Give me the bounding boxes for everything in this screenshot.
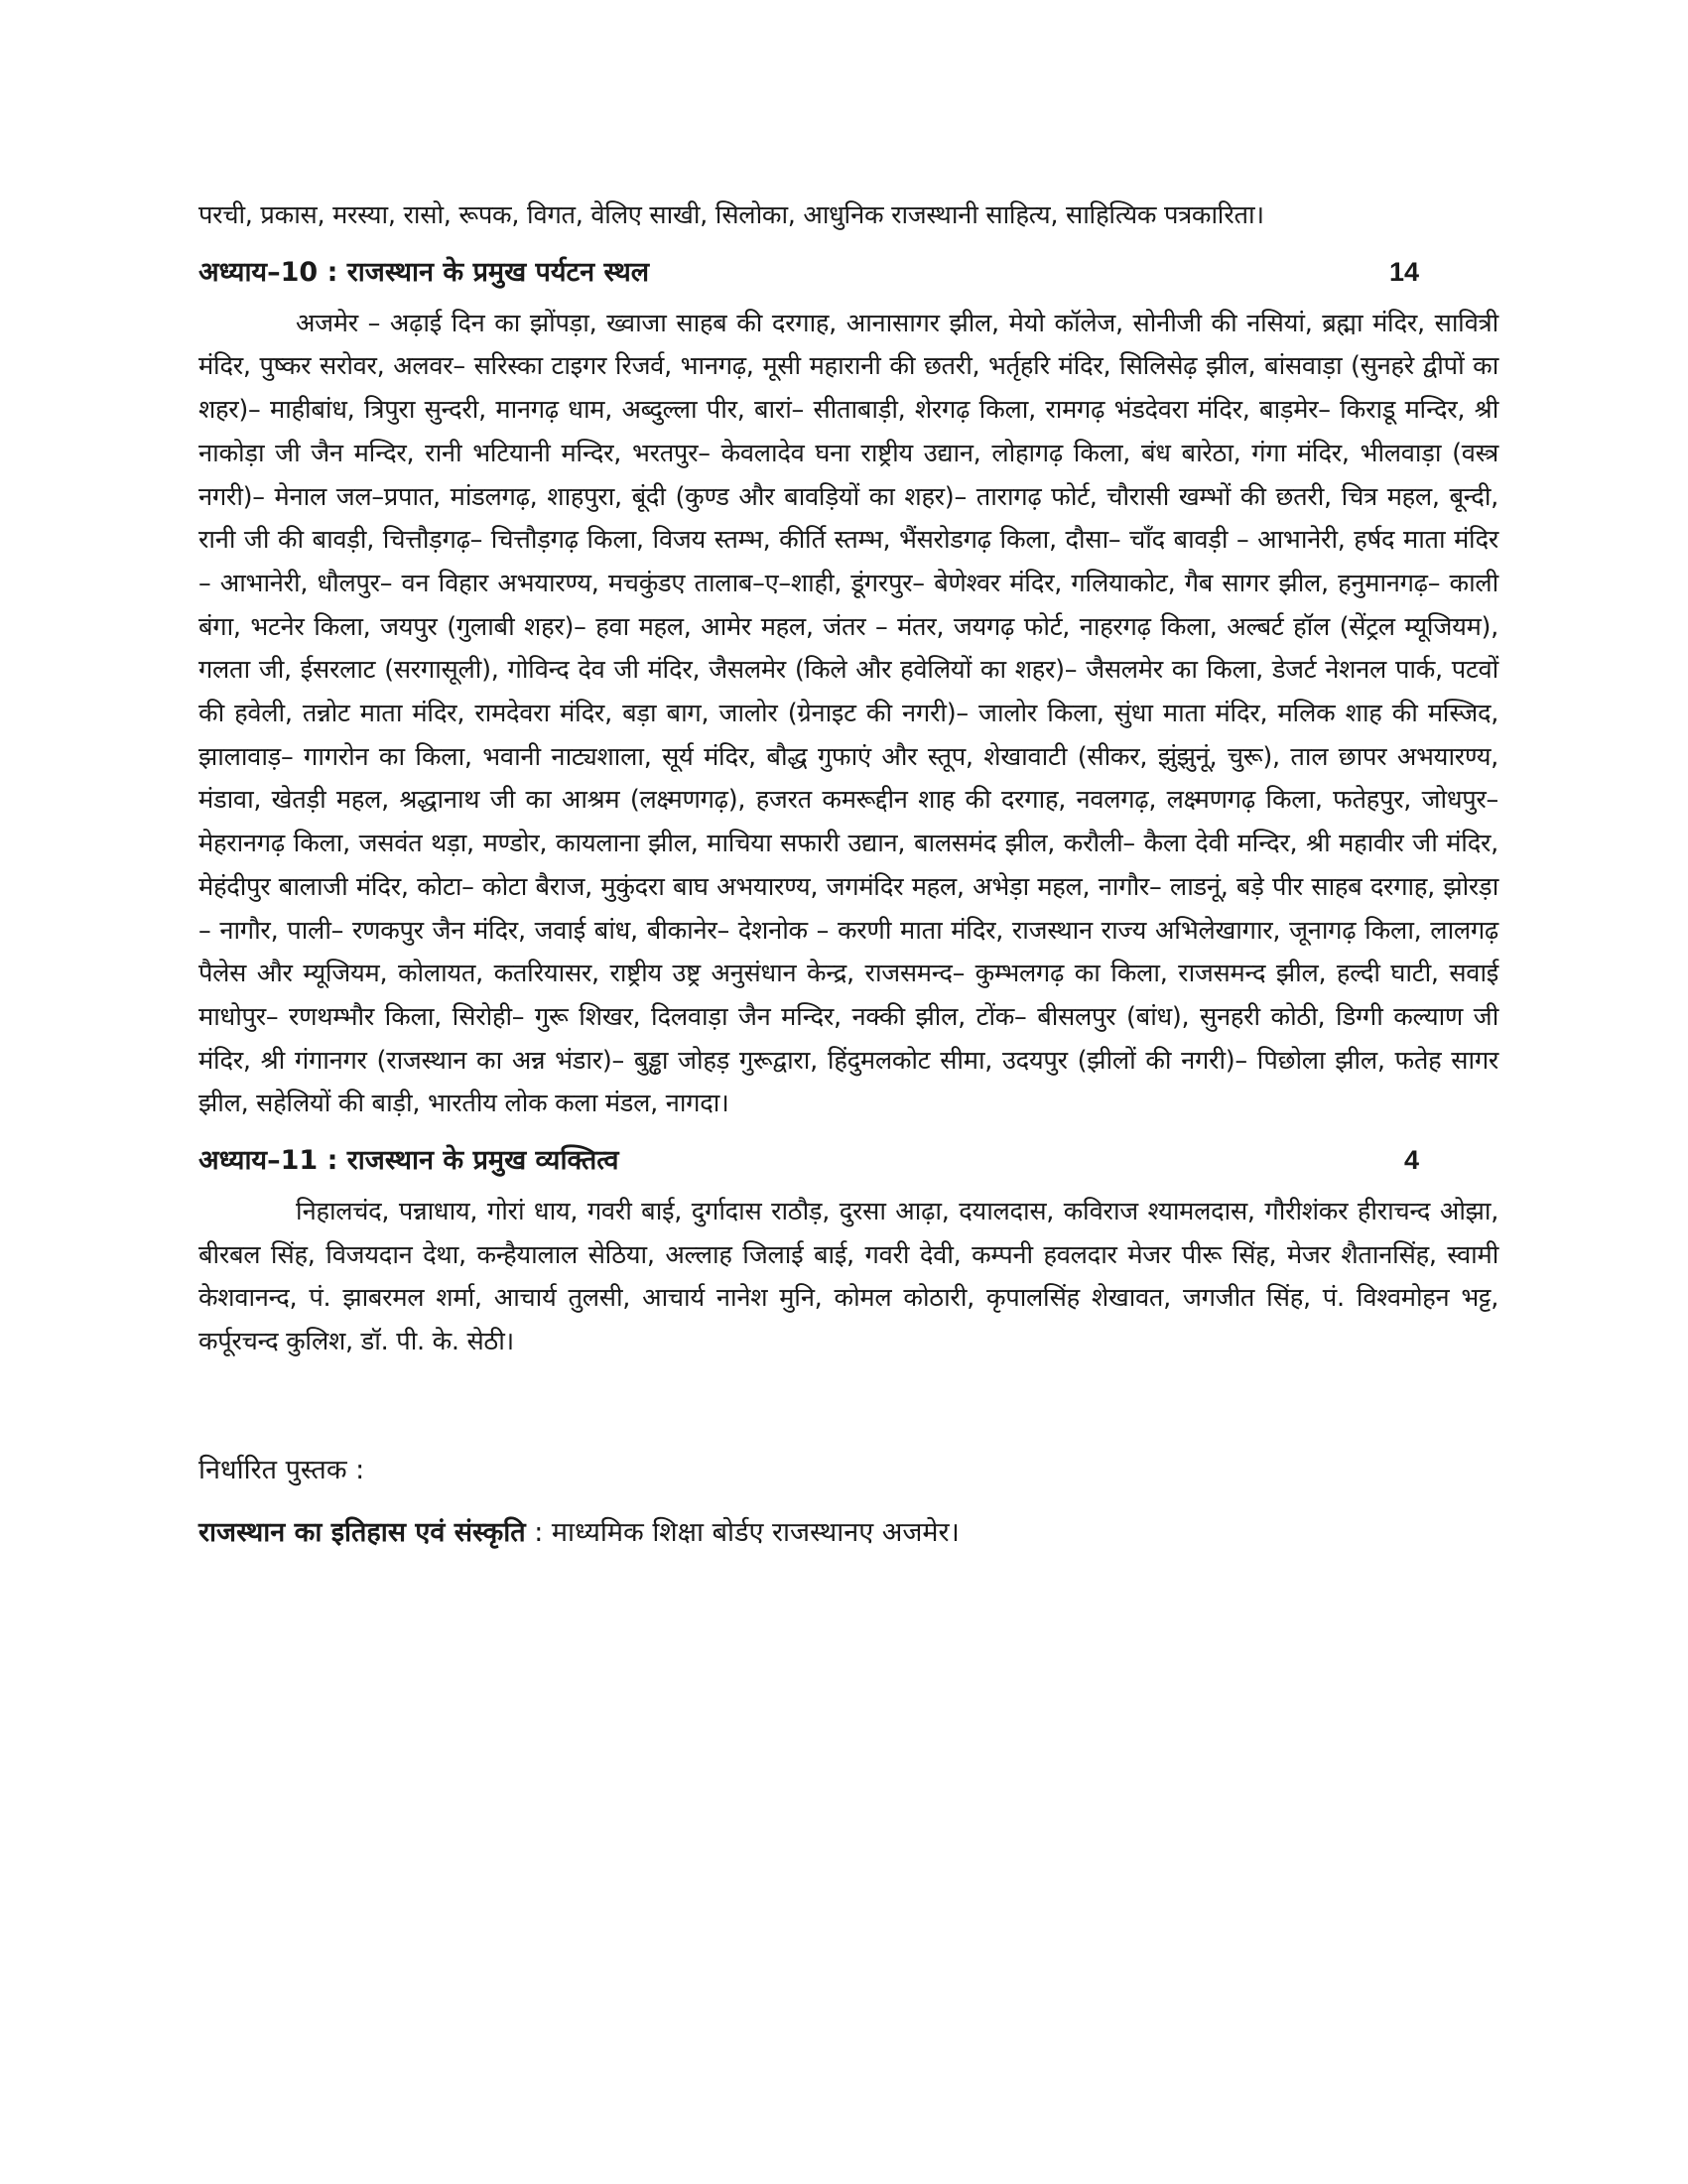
intro-paragraph: परची, प्रकास, मरस्या, रासो, रूपक, विगत, वेलिए साखी, सिलोका, आधुनिक राजस्थानी साहित्य, साहित्यिक पत्रकारिता। <box>198 200 1264 230</box>
chapter-11-body: निहालचंद, पन्नाधाय, गोरां धाय, गवरी बाई, दुर्गादास राठौड़, दुरसा आढ़ा, दयालदास, कविराज श्यामलदास, गौरीशंकर हीराचन्द ओझा, बीरबल सिंह, विजयदान देथा, कन्हैयालाल सेठिया, अल्लाह जिलाई बाई, गवरी देवी, कम्पनी हवलदार मेजर पीरू सिंह, मेजर शैतानसिंह, स्वामी केशवानन्द, पं. झाबरमल शर्मा, आचार्य तुलसी, आचार्य नानेश मुनि, कोमल कोठारी, कृपालसिंह शेखावत, जगजीत सिंह, पं. विश्वमोहन भट्ट, कर्पूरचन्द कुलिश, डॉ. पी. के. सेठी। <box>198 1197 1498 1357</box>
prescribed-book-line <box>198 1512 1498 1549</box>
prescribed-book-publisher: माध्यमिक शिक्षा बोर्डए राजस्थानए अजमेर। <box>551 1516 960 1548</box>
chapter-11-heading <box>198 1140 1419 1177</box>
chapter-10-heading <box>198 252 1419 289</box>
chapter-10-title: अध्याय–10 : राजस्थान के प्रमुख पर्यटन स्थल <box>198 256 650 288</box>
prescribed-book-title: राजस्थान का इतिहास एवं संस्कृति <box>198 1516 526 1548</box>
chapter-10-body: अजमेर – अढ़ाई दिन का झोंपड़ा, ख्वाजा साहब की दरगाह, आनासागर झील, मेयो कॉलेज, सोनीजी की नसियां, ब्रह्मा मंदिर, सावित्री मंदिर, पुष्कर सरोवर, अलवर– सरिस्का टाइगर रिजर्व, भानगढ़, मूसी महारानी की छतरी, भर्तृहरि मंदिर, सिलिसेढ़ झील, बांसवाड़ा (सुनहरे द्वीपों का शहर)– माहीबांध, त्रिपुरा सुन्दरी, मानगढ़ धाम, अब्दुल्ला पीर, बारां– सीताबाड़ी, शेरगढ़ किला, रामगढ़ भंडदेवरा मंदिर, बाड़मेर– किराडू मन्दिर, श्री नाकोड़ा जी जैन मन्दिर, रानी भटियानी मन्दिर, भरतपुर– केवलादेव घना राष्ट्रीय उद्यान, लोहागढ़ किला, बंध बारेठा, गंगा मंदिर, भीलवाड़ा (वस्त्र नगरी)– मेनाल जल–प्रपात, मांडलगढ़, शाहपुरा, बूंदी (कुण्ड और बावड़ियों का शहर)– तारागढ़ फोर्ट, चौरासी खम्भों की छतरी, चित्र महल, बून्दी, रानी जी की बावड़ी, चित्तौड़गढ़– चित्तौड़गढ़ किला, विजय स्तम्भ, कीर्ति स्तम्भ, भैंसरोडगढ़ किला, दौसा– चाँद बावड़ी – आभानेरी, हर्षद माता मंदिर – आभानेरी, धौलपुर– वन विहार अभयारण्य, मचकुंडए तालाब–ए–शाही, डूंगरपुर– बेणेश्वर मंदिर, गलियाकोट, गैब सागर झील, हनुमानगढ़– काली बंगा, भटनेर किला, जयपुर (गुलाबी शहर)– हवा महल, आमेर महल, जंतर – मंतर, जयगढ़ फोर्ट, नाहरगढ़ किला, अल्बर्ट हॉल (सेंट्रल म्यूजियम), गलता जी, ईसरलाट (सरगासूली), गोविन्द देव जी मंदिर, जैसलमेर (किले और हवेलियों का शहर)– जैसलमेर का किला, डेजर्ट नेशनल पार्क, पटवों की हवेली, तन्नोट माता मंदिर, रामदेवरा मंदिर, बड़ा बाग, जालोर (ग्रेनाइट की नगरी)– जालोर किला, सुंधा माता मंदिर, मलिक शाह की मस्जिद, झालावाड़– गागरोन का किला, भवानी नाट्यशाला, सूर्य मंदिर, बौद्ध गुफाएं और स्तूप, शेखावाटी (सीकर, झुंझुनूं, चुरू), ताल छापर अभयारण्य, मंडावा, खेतड़ी महल, श्रद्धानाथ जी का आश्रम (लक्ष्मणगढ़), हजरत कमरूद्दीन शाह की दरगाह, नवलगढ़, लक्ष्मणगढ़ किला, फतेहपुर, जोधपुर– मेहरानगढ़ किला, जसवंत थड़ा, मण्डोर, कायलाना झील, माचिया सफारी उद्यान, बालसमंद झील, करौली– कैला देवी मन्दिर, श्री महावीर जी मंदिर, मेहंदीपुर बालाजी मंदिर, कोटा– कोटा बैराज, मुकुंदरा बाघ अभयारण्य, जगमंदिर महल, अभेड़ा महल, नागौर– लाडनूं, बड़े पीर साहब दरगाह, झोरड़ा – नागौर, पाली– रणकपुर जैन मंदिर, जवाई बांध, बीकानेर– देशनोक – करणी माता मंदिर, राजस्थान राज्य अभिलेखागार, जूनागढ़ किला, लालगढ़ पैलेस और म्यूजियम, कोलायत, कतरियासर, राष्ट्रीय उष्ट्र अनुसंधान केन्द्र, राजसमन्द– कुम्भलगढ़ का किला, राजसमन्द झील, हल्दी घाटी, सवाई माधोपुर– रणथम्भौर किला, सिरोही– गुरू शिखर, दिलवाड़ा जैन मन्दिर, नक्की झील, टोंक– बीसलपुर (बांध), सुनहरी कोठी, डिग्गी कल्याण जी मंदिर, श्री गंगानगर (राजस्थान का अन्न भंडार)– बुड्ढा जोहड़ गुरूद्वारा, हिंदुमलकोट सीमा, उदयपुर (झीलों की नगरी)– पिछोला झील, फतेह सागर झील, सहेलियों की बाड़ी, भारतीय लोक कला मंडल, नागदा। <box>198 308 1498 1119</box>
chapter-10-marks: 14 <box>1388 256 1419 287</box>
prescribed-book-separator: : <box>525 1516 552 1548</box>
prescribed-book-label: निर्धारित पुस्तक : <box>198 1454 365 1485</box>
chapter-11-title: अध्याय–11 : राजस्थान के प्रमुख व्यक्तित्व <box>198 1145 619 1177</box>
document-page <box>198 194 1498 1549</box>
chapter-11-marks: 4 <box>1403 1145 1419 1176</box>
